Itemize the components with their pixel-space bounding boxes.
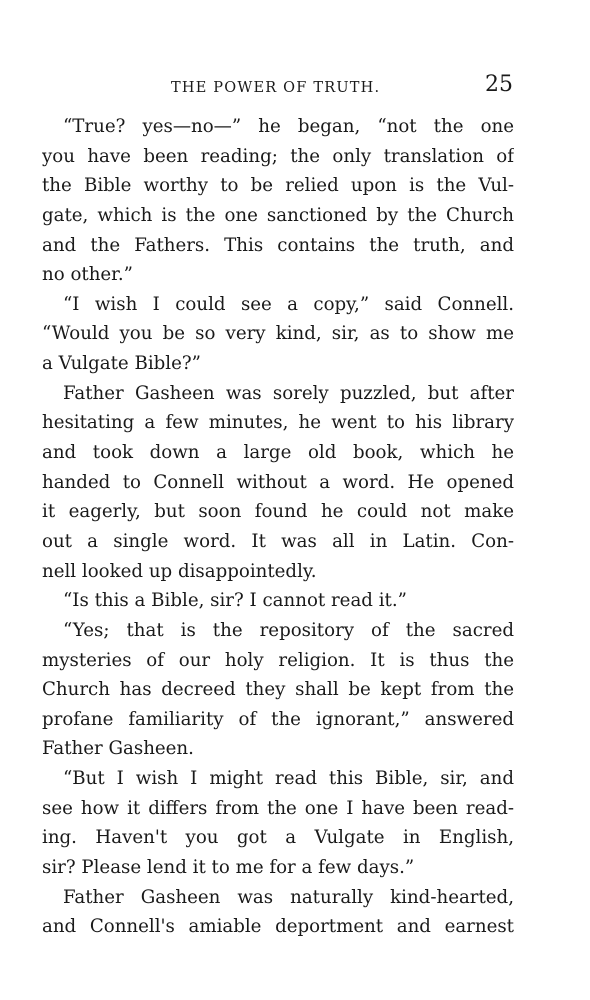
text-line: “I wish I could see a copy,” said Connell. bbox=[63, 293, 514, 315]
text-line: profane familiarity of the ignorant,” answered bbox=[42, 708, 514, 730]
text-line: mysteries of our holy religion. It is thus the bbox=[42, 649, 514, 671]
text-line: and the Fathers. This contains the truth, and bbox=[42, 234, 514, 256]
text-line: “Is this a Bible, sir? I cannot read it.” bbox=[63, 590, 407, 612]
text-line: Father Gasheen. bbox=[42, 738, 194, 760]
text-line: Church has decreed they shall be kept from the bbox=[42, 679, 514, 701]
text-line: sir? Please lend it to me for a few days.” bbox=[42, 857, 415, 879]
text-line: the Bible worthy to be relied upon is the Vul- bbox=[42, 175, 514, 197]
running-head bbox=[43, 70, 513, 102]
text-line: no other.” bbox=[42, 264, 133, 286]
text-line: Father Gasheen was naturally kind-hearted, bbox=[63, 886, 514, 908]
text-line: “Yes; that is the repository of the sacred bbox=[63, 619, 514, 641]
text-line: ing. Haven't you got a Vulgate in English, bbox=[42, 827, 514, 849]
body-text bbox=[42, 112, 514, 942]
text-line: and took down a large old book, which he bbox=[42, 442, 514, 464]
text-line: you have been reading; the only translation of bbox=[42, 145, 514, 167]
page-number: 25 bbox=[485, 72, 513, 97]
text-line: handed to Connell without a word. He opened bbox=[42, 471, 514, 493]
text-line: see how it differs from the one I have been read- bbox=[42, 797, 514, 819]
text-line: out a single word. It was all in Latin. Con- bbox=[42, 530, 514, 552]
text-line: hesitating a few minutes, he went to his library bbox=[42, 412, 514, 434]
text-line: nell looked up disappointedly. bbox=[42, 560, 317, 582]
text-line: “Would you be so very kind, sir, as to show me bbox=[42, 323, 514, 345]
text-line: a Vulgate Bible?” bbox=[42, 353, 201, 375]
text-line: it eagerly, but soon found he could not make bbox=[42, 501, 514, 523]
text-line: Father Gasheen was sorely puzzled, but after bbox=[63, 382, 514, 404]
text-line: gate, which is the one sanctioned by the Church bbox=[42, 204, 514, 226]
text-line: “But I wish I might read this Bible, sir, and bbox=[63, 768, 514, 790]
text-line: “True? yes—no—” he began, “not the one bbox=[63, 116, 514, 137]
text-line: and Connell's amiable deportment and earnest bbox=[42, 916, 514, 938]
running-title: THE POWER OF TRUTH. bbox=[171, 80, 381, 96]
